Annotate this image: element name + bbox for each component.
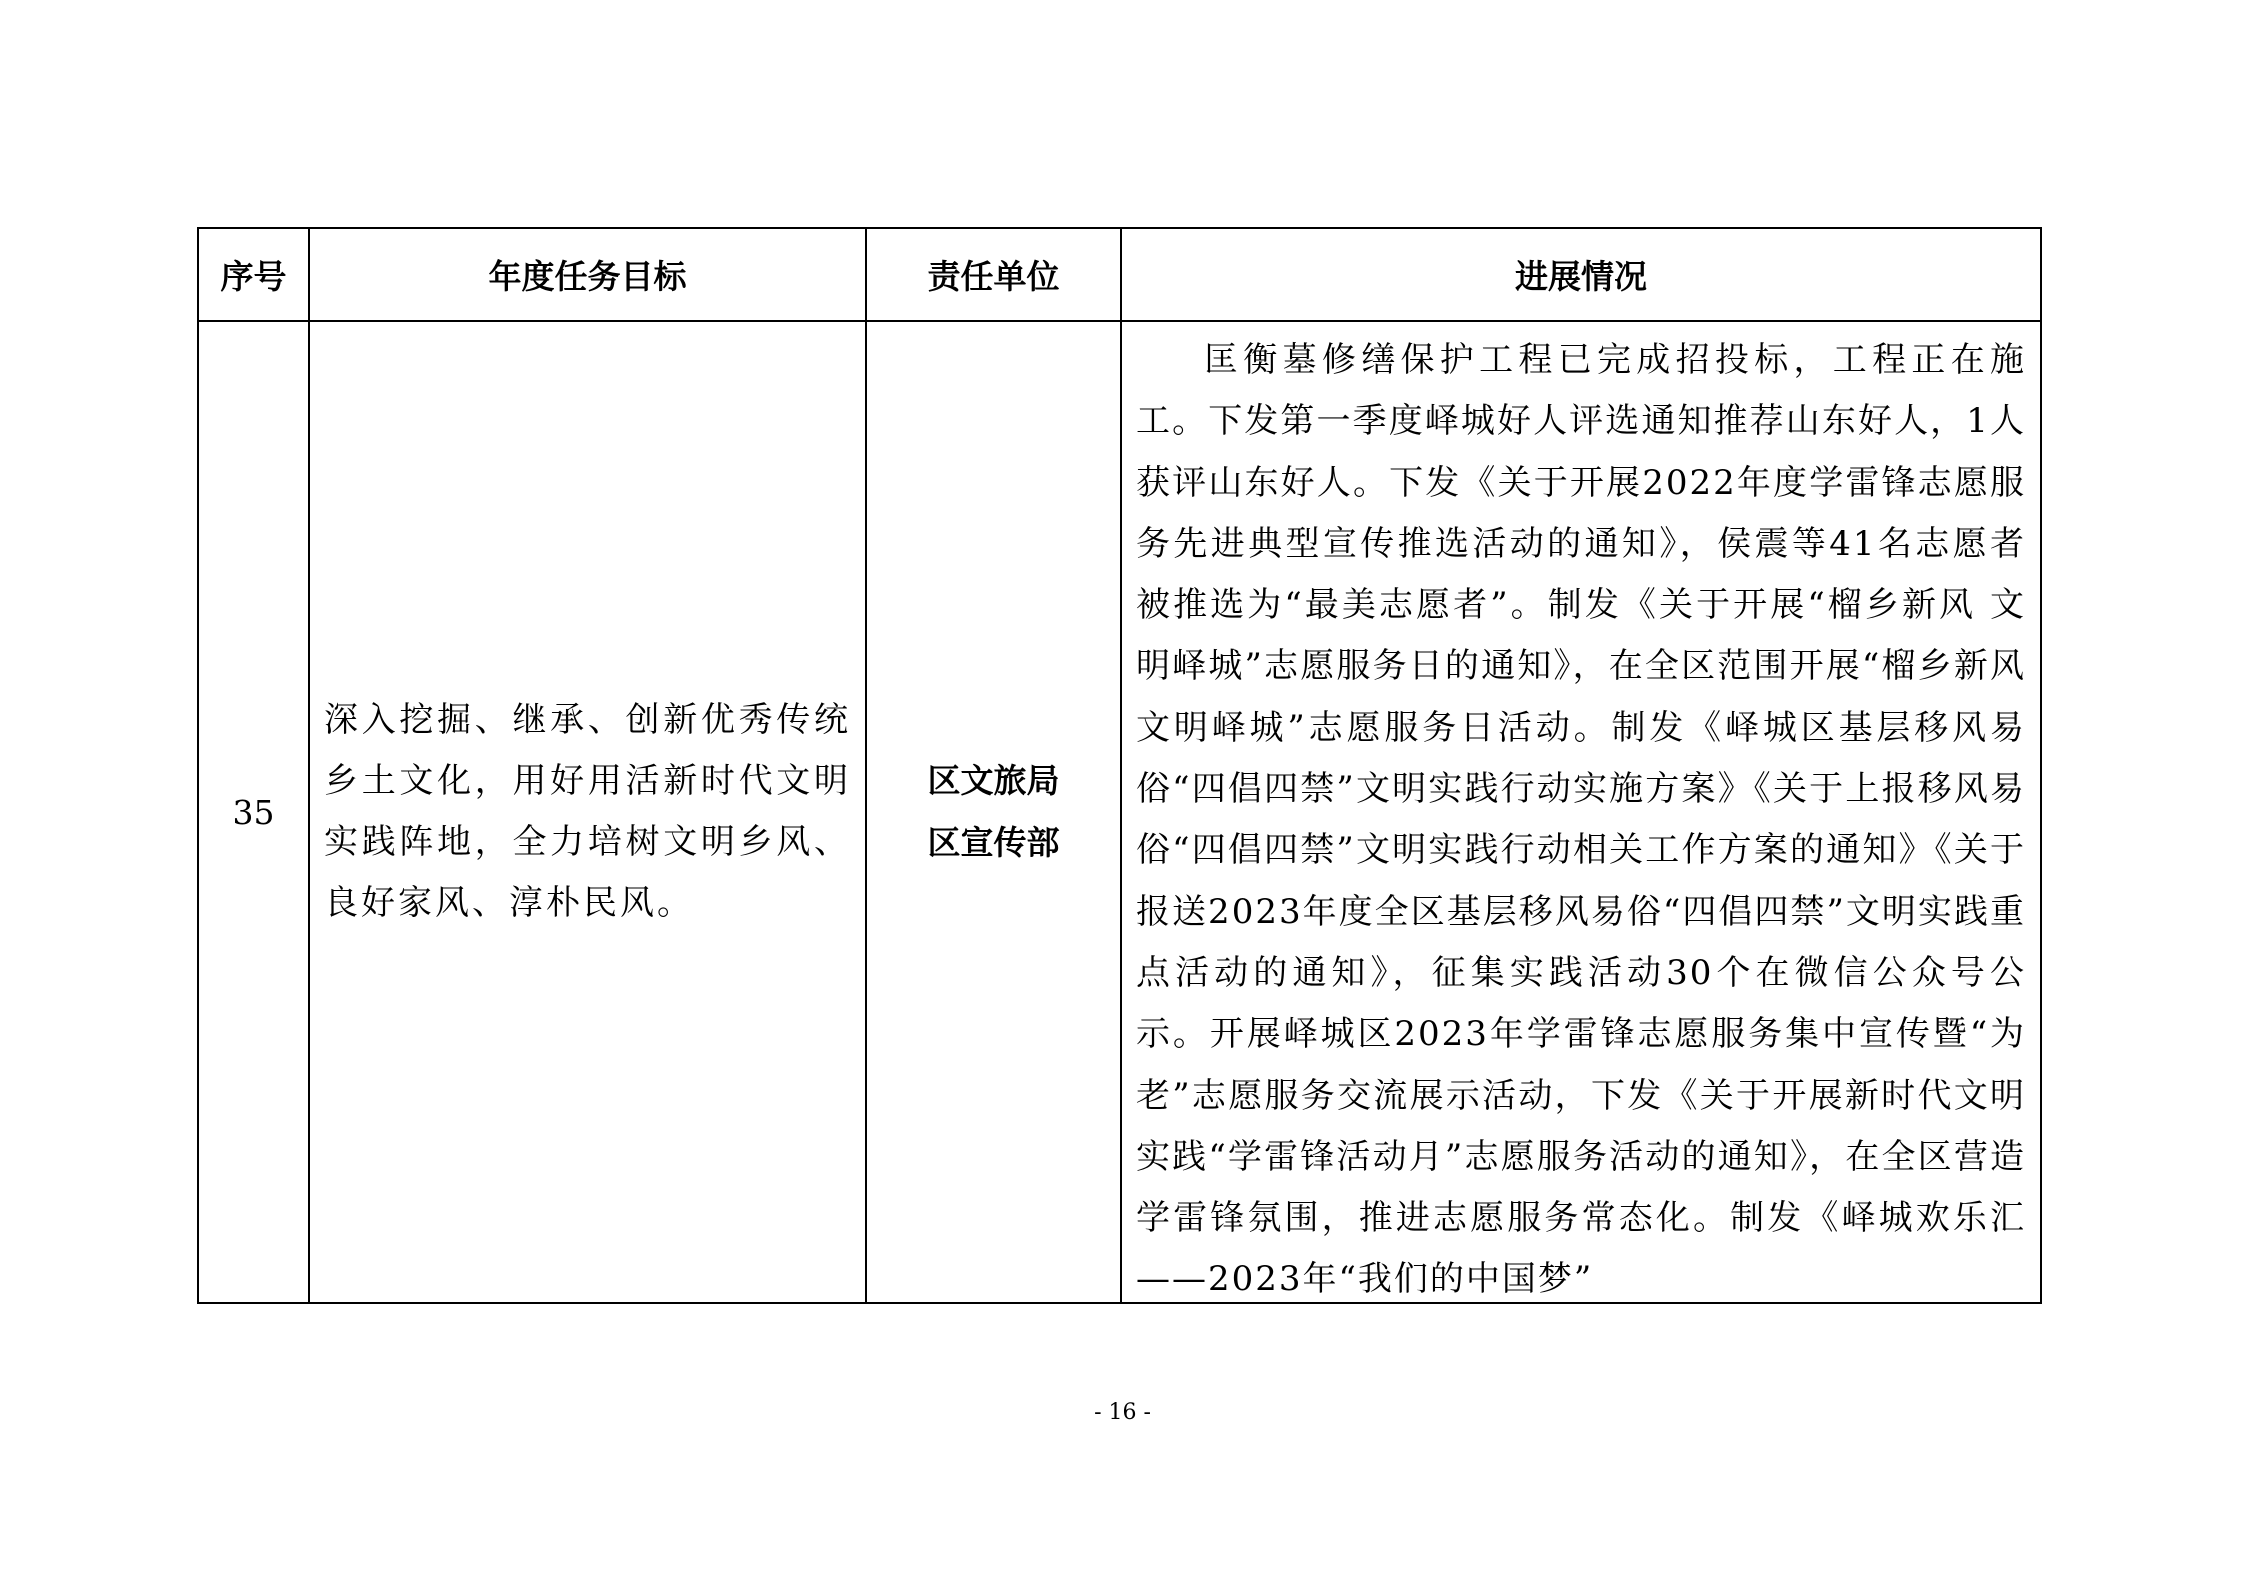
- page-number: - 16 -: [1094, 1400, 1151, 1425]
- progress-text: 匡衡墓修缮保护工程已完成招投标，工程正在施工。下发第一季度峄城好人评选通知推荐山东好人，1人获评山东好人。下发《关于开展2022年度学雷锋志愿服务先进典型宣传推选活动的通知》，侯震等41名志愿者被推选为“最美志愿者”。制发《关于开展“榴乡新风 文明峄城”志愿服务日的通知》，在全区范围开展“榴乡新风 文明峄城”志愿服务日活动。制发《峄城区基层移风易俗“四倡四禁”文明实践行动实施方案》《关于上报移风易俗“四倡四禁”文明实践行动相关工作方案的通知》《关于报送2023年度全区基层移风易俗“四倡四禁”文明实践重点活动的通知》，征集实践活动30个在微信公众号公示。开展峄城区2023年学雷锋志愿服务集中宣传暨“为老”志愿服务交流展示活动，下发《关于开展新时代文明实践“学雷锋活动月”志愿服务活动的通知》，在全区营造学雷锋氛围，推进志愿服务常态化。制发《峄城欢乐汇——2023年“我们的中国梦”: [1136, 340, 2026, 1300]
- header-seq: 序号: [198, 228, 309, 321]
- unit-line: 区文旅局: [927, 761, 1060, 800]
- table-row: [198, 321, 2041, 1303]
- cell-seq: 35: [198, 321, 309, 1303]
- cell-progress: [1121, 321, 2041, 1303]
- cell-unit: [866, 321, 1121, 1303]
- unit-line: 区宣传部: [927, 823, 1060, 862]
- progress-table: [197, 227, 2042, 1304]
- cell-task: 深入挖掘、继承、创新优秀传统乡土文化，用好用活新时代文明实践阵地，全力培树文明乡风、良好家风、淳朴民风。: [309, 321, 866, 1303]
- header-unit: 责任单位: [866, 228, 1121, 321]
- table-header-row: [198, 228, 2041, 321]
- header-progress: 进展情况: [1121, 228, 2041, 321]
- header-task: 年度任务目标: [309, 228, 866, 321]
